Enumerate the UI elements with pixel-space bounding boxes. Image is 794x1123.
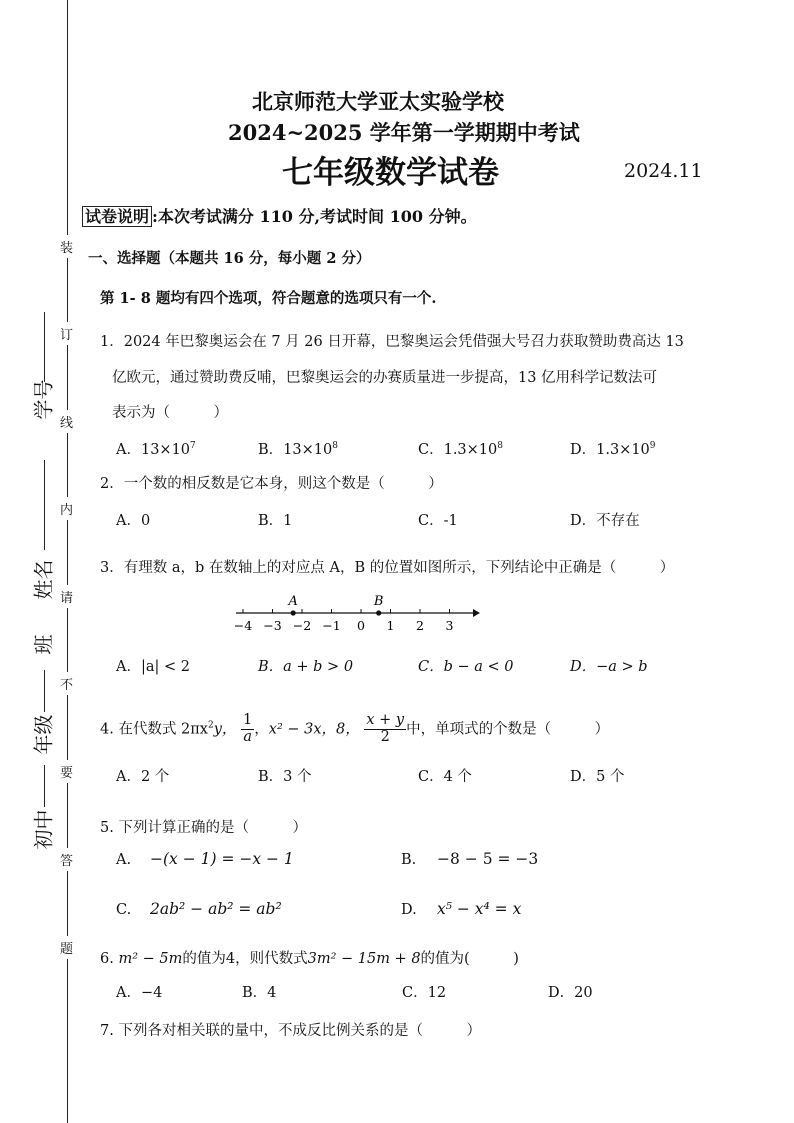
binding-char: 答	[60, 848, 73, 871]
grade-label: 年级	[31, 714, 56, 755]
q6-option-b: B．4	[242, 985, 277, 1001]
q6-stem: 6. m² − 5m的值为4，则代数式3m² − 15m + 8的值为( )	[100, 951, 519, 967]
point-b-label: B	[373, 594, 384, 609]
instructions	[82, 204, 477, 227]
page-title: 七年级数学试卷	[282, 155, 499, 191]
axis-tick-label: −3	[263, 618, 282, 633]
q5-stem: 5. 下列计算正确的是（ ）	[100, 820, 307, 836]
axis-tick-label: −4	[233, 618, 253, 633]
q6-option-d: D．20	[548, 985, 593, 1001]
q7-stem: 7. 下列各对相关联的量中，不成反比例关系的是（ ）	[100, 1023, 481, 1039]
binding-char: 内	[60, 497, 73, 520]
q5-option-c-label: C.	[116, 902, 132, 918]
q1-stem-line3: 表示为（ ）	[112, 405, 228, 421]
q6-option-a: A．−4	[116, 985, 163, 1001]
q6-option-c: C．12	[402, 985, 447, 1001]
binding-char: 不	[60, 672, 73, 695]
q4-option-a: A．2 个	[116, 769, 170, 785]
q1-option-a: A．$13\times 10^7$	[116, 441, 196, 458]
q2-option-d: D．不存在	[570, 513, 640, 529]
binding-char: 题	[60, 936, 73, 959]
binding-char: 请	[60, 585, 73, 608]
instructions-label: 试卷说明	[82, 206, 152, 227]
number-line-arrow	[473, 609, 480, 617]
q1-stem-line2: 亿欧元，通过赞助费反哺，巴黎奥运会的办赛质量进一步提高，13 亿用科学记数法可	[112, 370, 658, 386]
binding-char: 装	[60, 235, 73, 258]
school-name: 北京师范大学亚太实验学校	[252, 89, 504, 114]
binding-char: 订	[60, 322, 73, 345]
q2-option-b: B．1	[258, 513, 293, 529]
point-b-dot	[376, 610, 381, 615]
q1-option-c: C．$1.3\times 10^8$	[418, 441, 503, 458]
field-underline	[44, 670, 45, 712]
q5-option-d: x⁵ − x⁴ = x	[437, 900, 522, 918]
binding-char: 线	[60, 410, 73, 433]
field-underline	[44, 765, 45, 807]
q2-option-a: A．0	[116, 513, 151, 529]
axis-tick-label: 0	[357, 618, 365, 633]
q1-option-b: B．$13\times 10^8$	[258, 441, 338, 458]
q2-option-c: C．-1	[418, 513, 458, 529]
q3-option-a: A．|a| < 2	[116, 659, 190, 675]
field-underline	[44, 460, 45, 550]
axis-tick-label: 1	[386, 618, 395, 633]
q1-option-d: D．$1.3\times 10^9$	[570, 441, 656, 458]
exam-term: 2024~2025 学年第一学期期中考试	[228, 120, 580, 145]
q3-stem: 3．有理数 a，b 在数轴上的对应点 A，B 的位置如图所示，下列结论中正确是（ ）	[100, 560, 675, 576]
section-note: 第 1- 8 题均有四个选项，符合题意的选项只有一个.	[100, 290, 437, 307]
q5-option-b-label: B.	[401, 852, 417, 868]
axis-tick-label: 3	[445, 618, 454, 633]
q5-option-c: 2ab² − ab² = ab²	[150, 900, 282, 918]
school-label: 初中	[31, 809, 56, 850]
exam-date: 2024.11	[624, 160, 703, 182]
q4-stem: 4. 在代数式 $2\pi x^2y$， $\frac{1}{a}$ ，x² − 3x，8， $\frac{x + y}{2}$ 中，单项式的个数是（ ）	[100, 712, 610, 745]
q1-stem-line1: 1．2024 年巴黎奥运会在 7 月 26 日开幕，巴黎奥运会凭借强大号召力获取赞助费高达 13	[100, 334, 684, 350]
name-label: 姓名	[31, 559, 56, 600]
q5-option-a: −(x − 1) = −x − 1	[150, 850, 294, 868]
q4-option-b: B．3 个	[258, 769, 312, 785]
q5-option-d-label: D.	[401, 902, 417, 918]
q4-option-c: C．4 个	[418, 769, 472, 785]
q3-option-b: B．a + b > 0	[258, 659, 354, 675]
q3-option-c: C．b − a < 0	[418, 659, 514, 675]
instructions-text: :本次考试满分 110 分,考试时间 100 分钟。	[152, 207, 477, 226]
q5-option-b: −8 − 5 = −3	[437, 850, 539, 868]
axis-tick-label: −2	[292, 618, 312, 633]
point-a-label: A	[288, 594, 298, 609]
q5-option-a-label: A.	[116, 852, 132, 868]
number-line-diagram	[228, 588, 484, 634]
axis-tick-label: 2	[416, 618, 424, 633]
class-label: 班	[31, 634, 56, 655]
point-a-dot	[291, 610, 296, 615]
student-id-label: 学号	[31, 379, 56, 420]
axis-tick-label: −1	[322, 618, 341, 633]
field-underline	[44, 312, 45, 382]
q3-option-d: D．−a > b	[570, 659, 648, 675]
q4-option-d: D．5 个	[570, 769, 625, 785]
q2-stem: 2．一个数的相反数是它本身，则这个数是（ ）	[100, 476, 443, 492]
binding-char: 要	[60, 760, 73, 783]
section-title: 一、选择题（本题共 16 分，每小题 2 分）	[88, 250, 371, 267]
